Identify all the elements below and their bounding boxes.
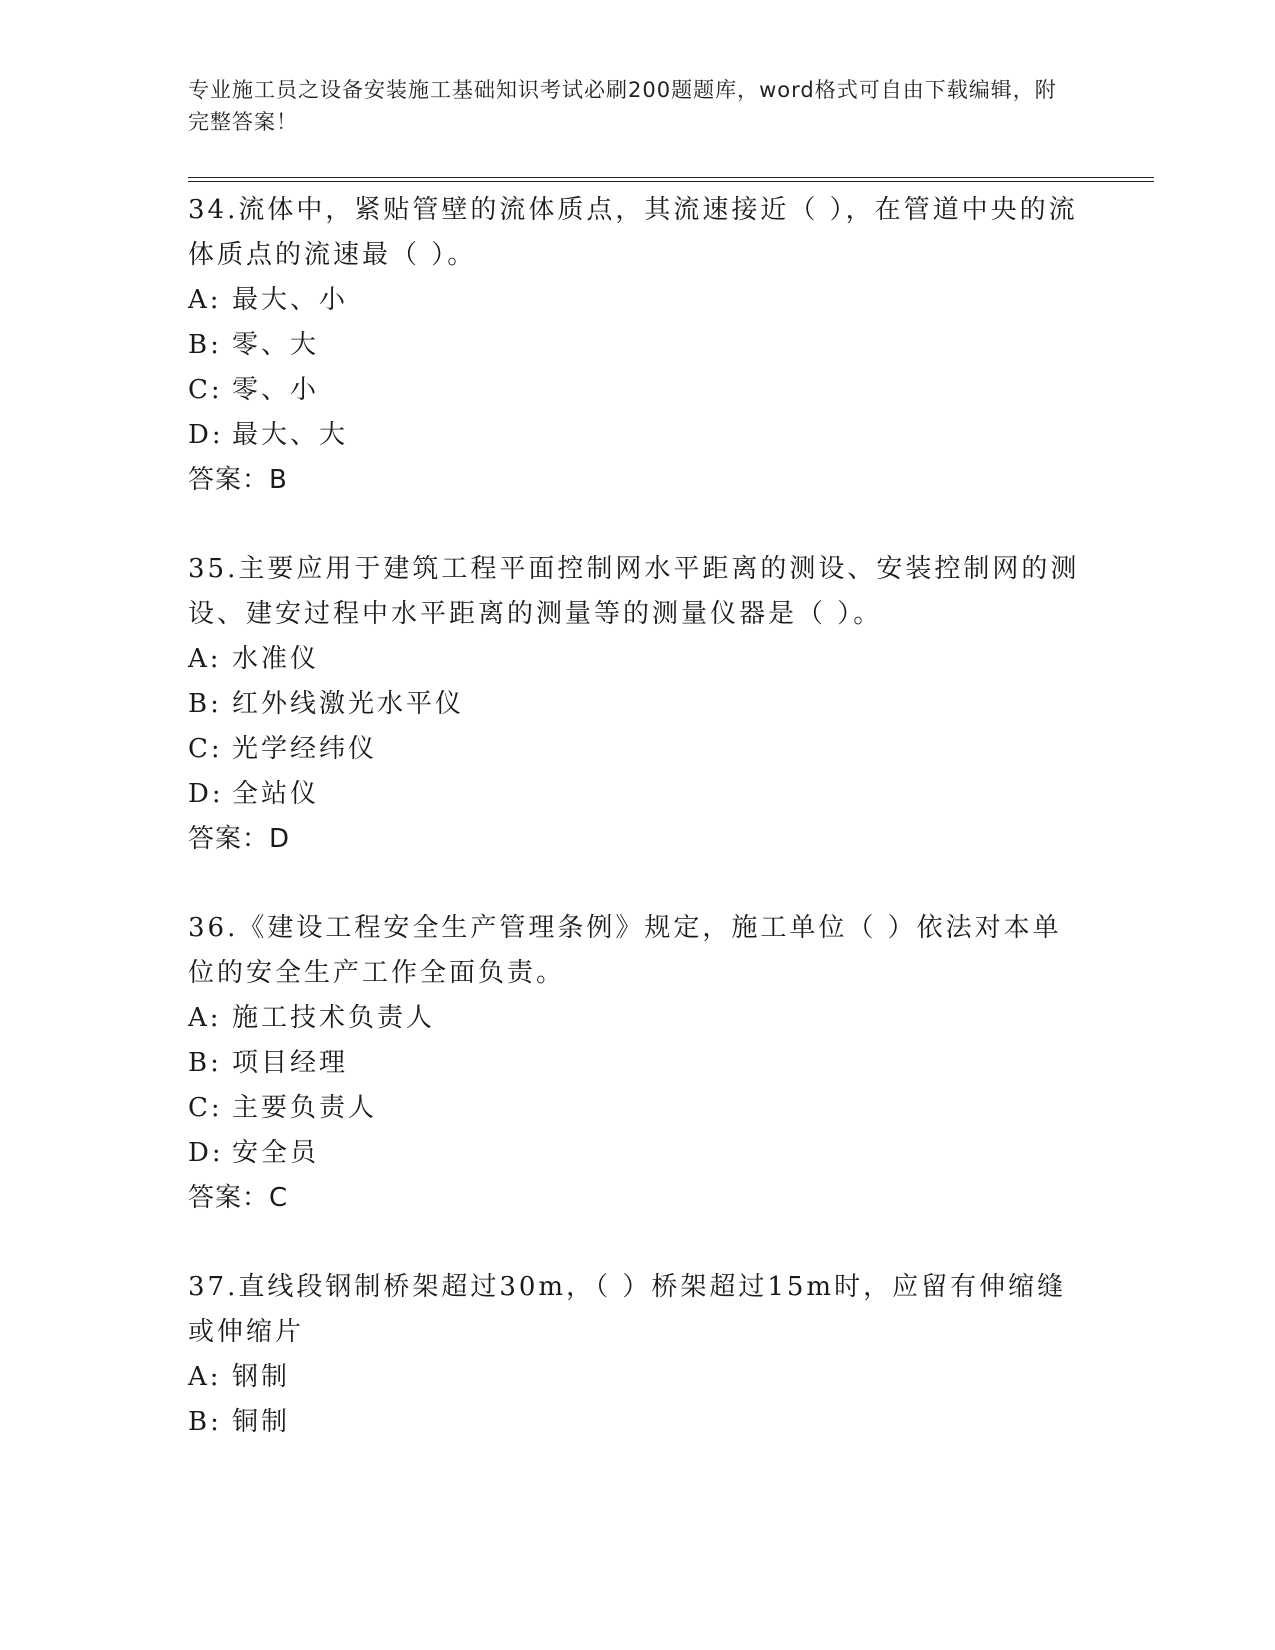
question-34 — [188, 188, 1088, 503]
option-key: B: — [188, 1048, 222, 1078]
option-key: B: — [188, 330, 222, 360]
option-d — [188, 1131, 1088, 1176]
option-text: 主要负责人 — [232, 1093, 378, 1123]
option-key: B: — [188, 689, 222, 719]
option-key: C: — [188, 1093, 223, 1123]
question-36 — [188, 906, 1088, 1221]
option-text: 项目经理 — [232, 1048, 349, 1078]
option-text: 红外线激光水平仪 — [232, 689, 465, 719]
option-d — [188, 413, 1088, 458]
option-b — [188, 1400, 1088, 1445]
option-a — [188, 1355, 1088, 1400]
option-c — [188, 1086, 1088, 1131]
question-stem: 36.《建设工程安全生产管理条例》规定，施工单位（ ）依法对本单位的安全生产工作全面负责。 — [188, 913, 1062, 988]
answer-line: 答案：B — [188, 465, 288, 495]
option-key: B: — [188, 1407, 222, 1437]
header-divider — [188, 177, 1154, 182]
option-key: A: — [188, 1362, 222, 1392]
option-text: 光学经纬仪 — [232, 734, 378, 764]
answer-line: 答案：C — [188, 1183, 289, 1213]
option-text: 安全员 — [232, 1138, 320, 1168]
option-d — [188, 772, 1088, 817]
option-b — [188, 323, 1088, 368]
option-a — [188, 637, 1088, 682]
option-key: D: — [188, 779, 224, 809]
option-a — [188, 278, 1088, 323]
question-35 — [188, 547, 1088, 862]
option-c — [188, 727, 1088, 772]
option-key: A: — [188, 285, 222, 315]
answer-line: 答案：D — [188, 824, 291, 854]
document-header: 专业施工员之设备安装施工基础知识考试必刷200题题库，word格式可自由下载编辑，附完整答案！ — [188, 78, 1057, 134]
option-text: 水准仪 — [232, 644, 320, 674]
option-text: 钢制 — [232, 1362, 291, 1392]
option-b — [188, 1041, 1088, 1086]
option-c — [188, 368, 1088, 413]
option-key: A: — [188, 1003, 222, 1033]
option-text: 全站仪 — [232, 779, 320, 809]
question-37 — [188, 1265, 1088, 1445]
option-a — [188, 996, 1088, 1041]
option-key: A: — [188, 644, 222, 674]
question-stem: 34.流体中，紧贴管壁的流体质点，其流速接近（ ），在管道中央的流体质点的流速最（ ）。 — [188, 195, 1078, 270]
question-stem: 35.主要应用于建筑工程平面控制网水平距离的测设、安装控制网的测设、建安过程中水平距离的测量等的测量仪器是（ ）。 — [188, 554, 1080, 629]
question-list — [188, 188, 1088, 1489]
option-key: D: — [188, 1138, 224, 1168]
option-text: 零、小 — [232, 375, 320, 405]
option-text: 铜制 — [232, 1407, 291, 1437]
option-text: 施工技术负责人 — [232, 1003, 436, 1033]
option-text: 最大、小 — [232, 285, 349, 315]
option-key: D: — [188, 420, 224, 450]
option-text: 零、大 — [232, 330, 320, 360]
option-b — [188, 682, 1088, 727]
question-stem: 37.直线段钢制桥架超过30m，（ ）桥架超过15m时，应留有伸缩缝或伸缩片 — [188, 1272, 1067, 1347]
option-key: C: — [188, 375, 223, 405]
option-key: C: — [188, 734, 223, 764]
option-text: 最大、大 — [232, 420, 349, 450]
